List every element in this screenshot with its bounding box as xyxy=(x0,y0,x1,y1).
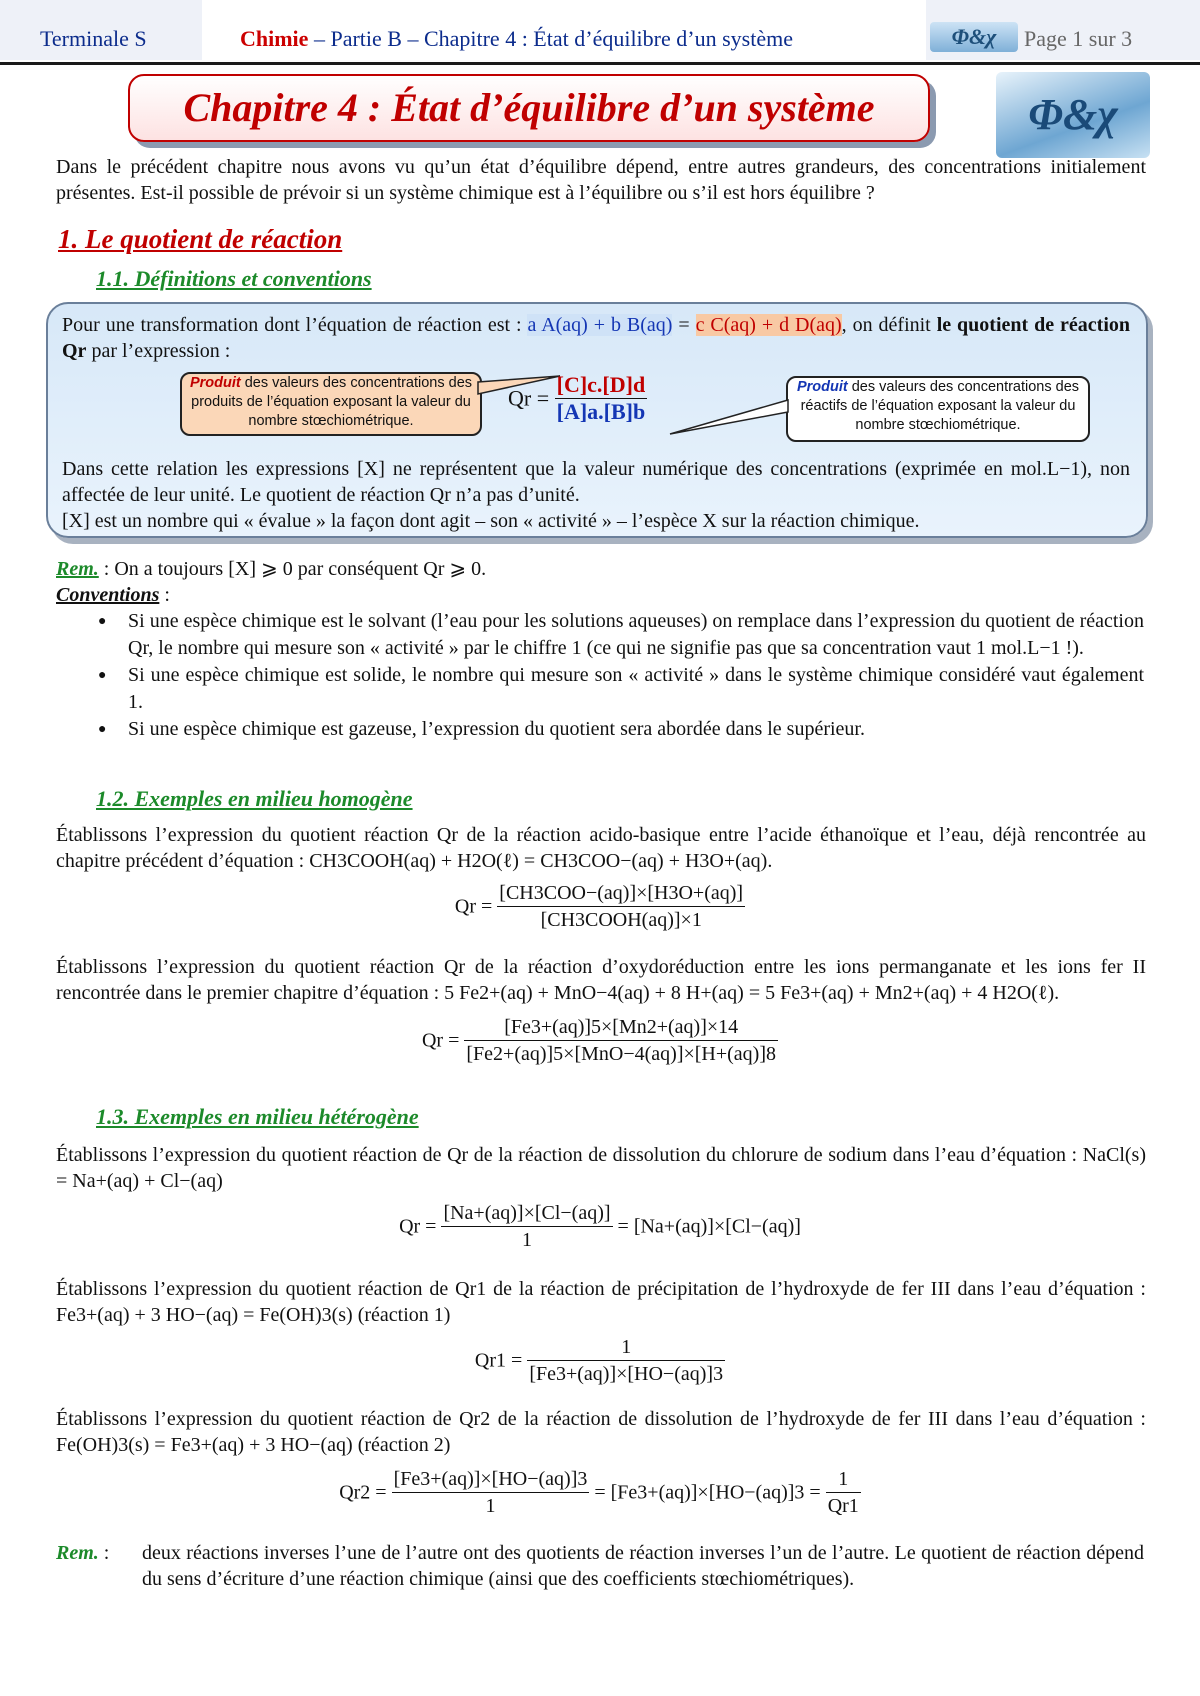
callout-products xyxy=(180,372,482,436)
example-2-formula xyxy=(0,1014,1200,1067)
products-highlight: c C(aq) + d D(aq) xyxy=(695,314,842,336)
remark-colon: : xyxy=(98,1542,110,1564)
formula-numerator: 1 xyxy=(527,1334,725,1361)
formula-fraction xyxy=(392,1466,590,1519)
formula-denominator: 1 xyxy=(485,1495,496,1517)
callout-reactants-text: des valeurs des concentrations des réactifs de l’équation exposant la valeur du nombre stœchiométrique. xyxy=(800,379,1080,433)
subsection-title: 1.3. Exemples en milieu hétérogène xyxy=(96,1104,419,1129)
page-indicator: Page 1 sur 3 xyxy=(1024,26,1133,51)
formula-rhs: = [Na+(aq)]×[Cl−(aq)] xyxy=(617,1215,801,1238)
formula-numerator: [Fe3+(aq)]5×[Mn2+(aq)]×14 xyxy=(464,1014,778,1041)
callout-reactants-keyword: Produit xyxy=(796,379,848,395)
definition-text-3: par l’expression : xyxy=(86,340,231,362)
subsection-title: 1.1. Définitions et conventions xyxy=(96,266,372,291)
formula-denominator: [Fe2+(aq)]5×[MnO−4(aq)]×[H+(aq)]8 xyxy=(466,1043,776,1065)
remark-text: : On a toujours [X] ⩾ 0 par conséquent Qr ⩾ 0. xyxy=(98,558,487,580)
formula-numerator: [CH3COO−(aq)]×[H3O+(aq)] xyxy=(497,880,745,907)
formula-middle: = [Fe3+(aq)]×[HO−(aq)]3 = xyxy=(594,1481,821,1504)
reactants-highlight: a A(aq) + b B(aq) xyxy=(527,314,673,336)
definition-paragraph-3: [X] est un nombre qui « évalue » la façon dont agit – son « activité » – l’espèce X sur la réaction chimique. xyxy=(62,510,920,532)
formula-fraction xyxy=(527,1334,725,1387)
callout-products-text: des valeurs des concentrations des produits de l’équation exposant la valeur du nombre stœchiométrique. xyxy=(191,375,473,429)
formula-fraction xyxy=(464,1014,778,1067)
list-item: ● Si une espèce chimique est solide, le nombre qui mesure son « activité » dans le système chimique considéré vaut également 1. xyxy=(98,662,1144,716)
subsection-heading-1-2 xyxy=(96,786,413,812)
conventions-colon: : xyxy=(159,584,170,606)
formula-label: Qr = xyxy=(421,1029,460,1052)
logo-small: Φ&χ xyxy=(930,22,1018,52)
conventions-label: Conventions xyxy=(56,584,160,606)
formula-numerator-2: 1 xyxy=(826,1466,861,1493)
example-3-formula xyxy=(0,1200,1200,1253)
formula-numerator: [Fe3+(aq)]×[HO−(aq)]3 xyxy=(392,1466,590,1493)
formula-denominator: 1 xyxy=(522,1229,532,1251)
formula-fraction xyxy=(497,880,745,933)
subsection-title: 1.2. Exemples en milieu homogène xyxy=(96,786,413,811)
subsection-heading-1-1 xyxy=(96,266,372,292)
qr-numerator: [C]c.[D]d xyxy=(555,372,648,399)
quotient-term: le quotient de réaction Qr xyxy=(62,314,1131,362)
formula-numerator: [Na+(aq)]×[Cl−(aq)] xyxy=(441,1200,612,1227)
chapter-title: Chapitre 4 : État d’équilibre d’un système xyxy=(183,85,875,130)
formula-label: Qr1 = xyxy=(474,1349,523,1372)
qr-label: Qr = xyxy=(508,385,550,411)
header-chapter-label xyxy=(240,26,793,52)
qr-denominator: [A]a.[B]b xyxy=(556,399,646,424)
formula-fraction-2 xyxy=(826,1466,861,1519)
formula-denominator: [Fe3+(aq)]×[HO−(aq)]3 xyxy=(529,1363,724,1385)
remark-2-text: deux réactions inverses l’une de l’autre ont des quotients de réaction inverses l’un de l’autre. Le quotient de réaction dépend du sens d’écriture d’une réaction chimique (ainsi que des coefficients stœchiométriques). xyxy=(142,1542,1144,1590)
example-4-text: Établissons l’expression du quotient réaction de Qr1 de la réaction de précipitation de l’hydroxyde de fer III dans l’eau d’équation : Fe3+(aq) + 3 HO−(aq) = Fe(OH)3(s) (réaction 1) xyxy=(56,1278,1146,1326)
example-1-text: Établissons l’expression du quotient réaction Qr de la réaction acido-basique entre l’acide éthanoïque et l’eau, déjà rencontrée au chapitre précédent d’équation : CH3COOH(aq) + H2O(ℓ) = CH3COO−(aq) + H3O+(aq). xyxy=(56,824,1146,872)
formula-label: Qr2 = xyxy=(339,1481,387,1504)
formula-label: Qr = xyxy=(399,1215,437,1238)
definition-text: Pour une transformation dont l’équation de réaction est : xyxy=(62,314,528,336)
conventions-list xyxy=(98,608,1144,743)
equals-sign: = xyxy=(672,314,696,336)
header-subject: Chimie xyxy=(240,26,309,51)
header-divider xyxy=(0,62,1200,65)
example-5-text: Établissons l’expression du quotient réaction de Qr2 de la réaction de dissolution de l’hydroxyde de fer III dans l’eau d’équation : Fe(OH)3(s) = Fe3+(aq) + 3 HO−(aq) (réaction 2) xyxy=(56,1408,1146,1456)
formula-denominator-2: Qr1 xyxy=(827,1495,859,1517)
remark-2-label xyxy=(56,1540,109,1566)
callout-reactants xyxy=(786,376,1090,442)
section-heading-1 xyxy=(58,224,342,255)
header-class-label: Terminale S xyxy=(40,26,147,51)
chapter-title-banner xyxy=(128,74,930,142)
remark-label: Rem. xyxy=(56,558,99,580)
definition-text-2: , on définit xyxy=(841,314,937,336)
list-item: ● Si une espèce chimique est le solvant (l’eau pour les solutions aqueuses) on remplace dans l’expression du quotient de réaction Qr, le nombre qui mesure son « activité » par le chiffre 1 (ce qui ne signifie pas que sa concentration vaut 1 mol.L−1 !). xyxy=(98,608,1144,662)
intro-paragraph: Dans le précédent chapitre nous avons vu qu’un état d’équilibre dépend, entre autres grandeurs, des concentrations initialement présentes. Est-il possible de prévoir si un système chimique est à l’équilibre ou s’il est hors équilibre ? xyxy=(56,156,1146,204)
section-title: 1. Le quotient de réaction xyxy=(58,224,343,254)
formula-denominator: [CH3COOH(aq)]×1 xyxy=(540,909,702,931)
conventions-heading xyxy=(56,582,170,608)
list-item: ● Si une espèce chimique est gazeuse, l’expression du quotient sera abordée dans le supérieur. xyxy=(98,716,1144,743)
qr-fraction xyxy=(555,372,648,425)
example-5-formula xyxy=(0,1466,1200,1519)
example-3-text: Établissons l’expression du quotient réaction de Qr de la réaction de dissolution du chlorure de sodium dans l’eau d’équation : NaCl(s) = Na+(aq) + Cl−(aq) xyxy=(56,1144,1146,1192)
subsection-heading-1-3 xyxy=(96,1104,419,1130)
logo-large: Φ&χ xyxy=(996,72,1150,158)
formula-fraction xyxy=(441,1200,612,1253)
formula-label: Qr = xyxy=(454,895,493,918)
definition-line-1 xyxy=(62,312,1130,364)
example-4-formula xyxy=(0,1334,1200,1387)
remark-label: Rem. xyxy=(56,1542,99,1564)
callout-products-keyword: Produit xyxy=(189,375,241,391)
header-chapter-rest: – Partie B – Chapitre 4 : État d’équilibre d’un système xyxy=(308,26,793,51)
example-2-text: Établissons l’expression du quotient réaction Qr de la réaction d’oxydoréduction entre les ions permanganate et les ions fer II rencontrée dans le premier chapitre d’équation : 5 Fe2+(aq) + MnO−4(aq) + 8 H+(aq) = 5 Fe3+(aq) + Mn2+(aq) + 4 H2O(ℓ). xyxy=(56,956,1146,1004)
definition-paragraph-2: Dans cette relation les expressions [X] ne représentent que la valeur numérique des concentrations (exprimée en mol.L−1), non affectée de leur unité. Le quotient de réaction Qr n’a pas d’unité. xyxy=(62,458,1130,506)
remark-1 xyxy=(56,556,486,582)
example-1-formula xyxy=(0,880,1200,933)
qr-formula xyxy=(508,372,647,425)
